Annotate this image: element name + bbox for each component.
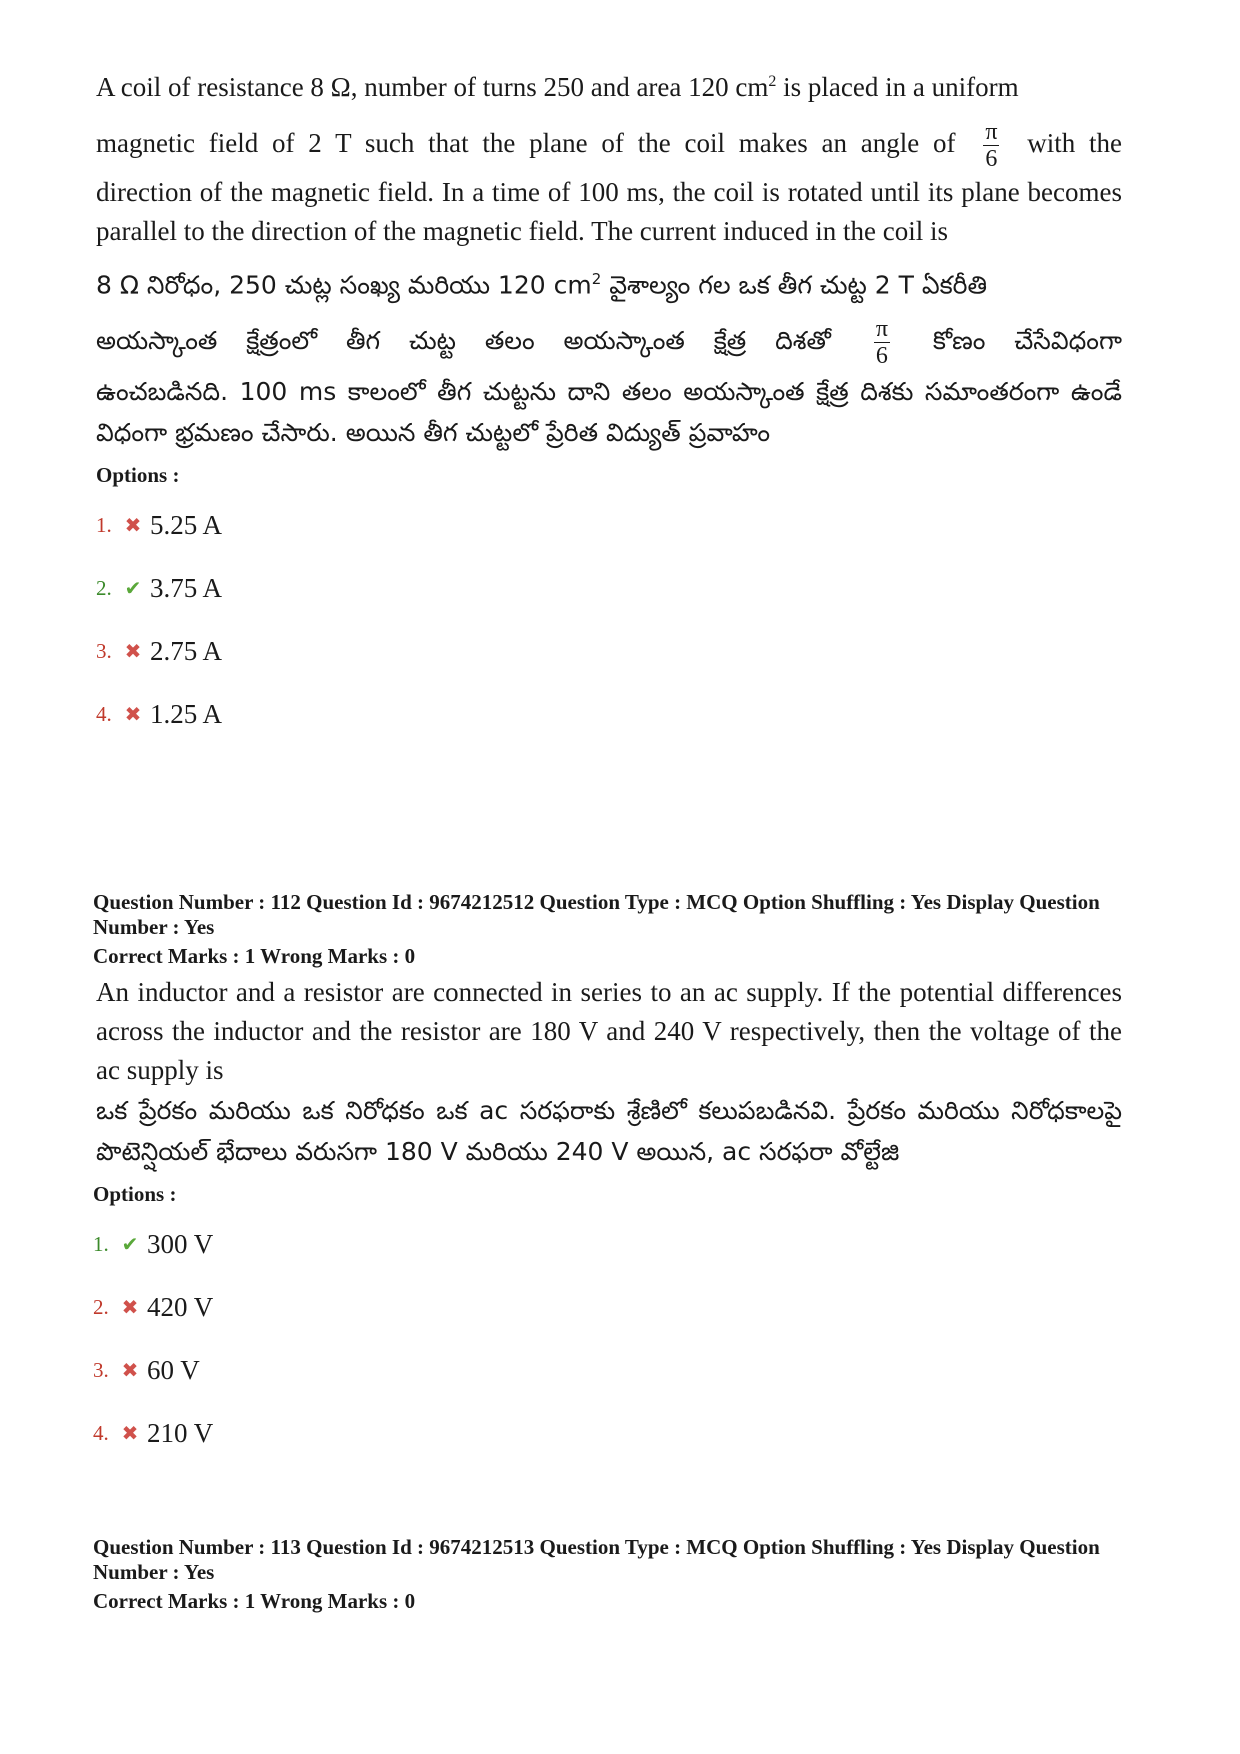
option-number: 4.	[96, 702, 112, 727]
option-number: 3.	[93, 1358, 109, 1382]
superscript: 2	[591, 270, 602, 288]
option-number: 2.	[96, 576, 112, 601]
option-text: 1.25 A	[150, 699, 223, 730]
superscript: 2	[768, 73, 777, 90]
text-line: magnetic field of 2 T such that the plane of the coil makes an angle of	[96, 128, 956, 158]
option-2[interactable]	[93, 1276, 1133, 1339]
option-4[interactable]	[96, 683, 1122, 746]
option-text: 5.25 A	[150, 510, 223, 541]
question-marks: Correct Marks : 1 Wrong Marks : 0	[93, 944, 416, 968]
fraction-pi-over-6	[983, 119, 999, 172]
option-text: 300 V	[147, 1229, 214, 1259]
text-line: అయస్కాంత క్షేత్రంలో తీగ చుట్ట తలం అయస్కాంత క్షేత్ర దిశతో	[96, 326, 831, 356]
option-text: 210 V	[147, 1418, 214, 1448]
options-label: Options :	[93, 1182, 177, 1206]
question-text-en: An inductor and a resistor are connected in series to an ac supply. If the potential differences across the inductor and the resistor are 180 V and 240 V respectively, then the voltage of the ac supply is	[96, 977, 1122, 1085]
option-number: 1.	[93, 1232, 109, 1256]
option-1[interactable]	[96, 494, 1122, 557]
cross-icon: ✖	[121, 1423, 139, 1445]
cross-icon: ✖	[121, 1360, 139, 1382]
fraction-denominator: 6	[875, 342, 888, 369]
option-text: 420 V	[147, 1292, 214, 1322]
option-3[interactable]	[93, 1339, 1133, 1402]
option-text: 2.75 A	[150, 636, 223, 667]
question-text-te	[96, 259, 1122, 453]
text-line: 8 Ω నిరోధం, 250 చుట్ల సంఖ్య మరియు 120 cm	[96, 270, 592, 300]
option-number: 2.	[93, 1295, 109, 1319]
check-icon: ✔	[121, 1234, 139, 1256]
options-label: Options :	[96, 463, 180, 488]
question-112	[93, 890, 1133, 1465]
fraction-denominator: 6	[985, 146, 998, 173]
option-number: 3.	[96, 639, 112, 664]
text-line: ఉంచబడినది. 100 ms కాలంలో తీగ చుట్టను దాని తలం అయస్కాంత క్షేత్ర దిశకు సమాంతరంగా ఉండే విధంగా భ్రమణం చేసారు. అయిన తీగ చుట్టలో ప్రేరిత విద్యుత్ ప్రవాహం	[96, 377, 1122, 448]
check-icon: ✔	[124, 578, 142, 601]
text-line: వైశాల్యం గల ఒక తీగ చుట్ట 2 T ఏకరీతి	[601, 270, 988, 300]
question-meta: Question Number : 113 Question Id : 9674212513 Question Type : MCQ Option Shuffling : Yes Display Question Number : Yes	[93, 1535, 1100, 1584]
text-line: A coil of resistance 8 Ω, number of turns 250 and area 120 cm	[96, 72, 769, 102]
cross-icon: ✖	[124, 641, 142, 664]
option-text: 3.75 A	[150, 573, 223, 604]
cross-icon: ✖	[124, 704, 142, 727]
option-4[interactable]	[93, 1402, 1133, 1465]
option-number: 1.	[96, 513, 112, 538]
text-line: కోణం చేసేవిధంగా	[932, 326, 1122, 356]
fraction-pi-over-6	[874, 316, 890, 369]
question-meta: Question Number : 112 Question Id : 9674212512 Question Type : MCQ Option Shuffling : Yes Display Question Number : Yes	[93, 890, 1100, 939]
options-list	[93, 1213, 1133, 1465]
text-line: direction of the magnetic field. In a time of 100 ms, the coil is rotated until its plane becomes parallel to the direction of the magnetic field. The current induced in the coil is	[96, 177, 1122, 246]
question-marks: Correct Marks : 1 Wrong Marks : 0	[93, 1589, 416, 1613]
option-1[interactable]	[93, 1213, 1133, 1276]
question-113	[93, 1535, 1133, 1618]
option-2[interactable]	[96, 557, 1122, 620]
options-list	[96, 494, 1122, 746]
question-111	[96, 62, 1122, 746]
option-text: 60 V	[147, 1355, 200, 1385]
cross-icon: ✖	[121, 1297, 139, 1319]
text-line: is placed in a uniform	[776, 72, 1019, 102]
text-line: with the	[1027, 128, 1123, 158]
fraction-numerator: π	[875, 315, 888, 342]
option-number: 4.	[93, 1421, 109, 1445]
question-text-te: ఒక ప్రేరకం మరియు ఒక నిరోధకం ఒక ac సరఫరాకు శ్రేణిలో కలుపబడినవి. ప్రేరకం మరియు నిరోధకాలపై పొటెన్షియల్ భేదాలు వరుసగా 180 V మరియు 240 V అయిన, ac సరఫరా వోల్టేజి	[96, 1096, 1122, 1166]
question-text-en	[96, 62, 1122, 251]
cross-icon: ✖	[124, 515, 142, 538]
option-3[interactable]	[96, 620, 1122, 683]
fraction-numerator: π	[985, 119, 998, 146]
